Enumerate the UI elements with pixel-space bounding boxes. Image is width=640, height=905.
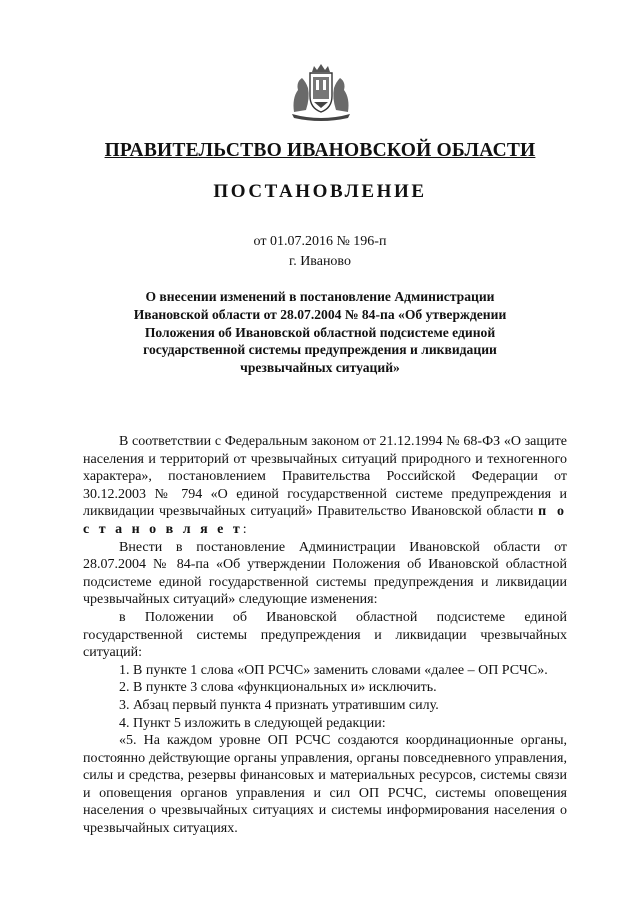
- preamble-text: В соответствии с Федеральным законом от 21.12.1994 № 68-ФЗ «О защите населения и территорий от чрезвычайных ситуаций природного и техногенного характера», постановлением Правительства Российской Федерации от 30.12.2003 № 794 «О единой государственной системе предупреждения и ликвидации чрезвычайных ситуаций» Правительство Ивановской области: [83, 434, 567, 520]
- coat-of-arms-icon: [288, 62, 354, 122]
- amend-instruction-paragraph: Внести в постановление Администрации Ивановской области от 28.07.2004 № 84-па «Об утверждении Положения об Ивановской областной подсистеме единой государственной системы предупреждения и ликвидации чрезвычайных ситуаций» следующие изменения:: [83, 539, 567, 608]
- regulation-paragraph: в Положении об Ивановской областной подсистеме единой государственной системы предупреждения и ликвидации чрезвычайных ситуаций:: [83, 609, 567, 661]
- amendment-item-3: 3. Абзац первый пункта 4 признать утратившим силу.: [119, 697, 439, 713]
- decree-city: г. Иваново: [289, 254, 351, 269]
- decree-word: п о с т а н о в л я е т: [83, 504, 567, 537]
- new-clause-5: «5. На каждом уровне ОП РСЧС создаются координационные органы, постоянно действующие органы управления, органы повседневного управления, силы и средства, резервы финансовых и материальных ресурсов, системы связи и оповещения органов управления и сил ОП РСЧС, системы оповещения населения о чрезвычайных ситуациях и системы информирования населения о чрезвычайных ситуациях.: [83, 733, 567, 837]
- preamble-paragraph: [83, 433, 567, 539]
- decree-date-number: от 01.07.2016 № 196-п: [253, 234, 387, 249]
- amendment-item-4: 4. Пункт 5 изложить в следующей редакции:: [119, 715, 386, 731]
- amendment-item-2: 2. В пункте 3 слова «функциональных и» исключить.: [119, 680, 437, 696]
- document-type: ПОСТАНОВЛЕНИЕ: [213, 181, 427, 202]
- decree-subject: О внесении изменений в постановление Администрации Ивановской области от 28.07.2004 № 84-па «Об утверждении Положения об Ивановской областной подсистеме единой государственной системы предупреждения и ликвидации чрезвычайных ситуаций»: [133, 289, 507, 376]
- amendment-item-1: 1. В пункте 1 слова «ОП РСЧС» заменить словами «далее – ОП РСЧС».: [119, 662, 548, 678]
- government-name: ПРАВИТЕЛЬСТВО ИВАНОВСКОЙ ОБЛАСТИ: [104, 140, 536, 161]
- preamble-colon: :: [242, 521, 247, 537]
- decree-body: [83, 433, 567, 838]
